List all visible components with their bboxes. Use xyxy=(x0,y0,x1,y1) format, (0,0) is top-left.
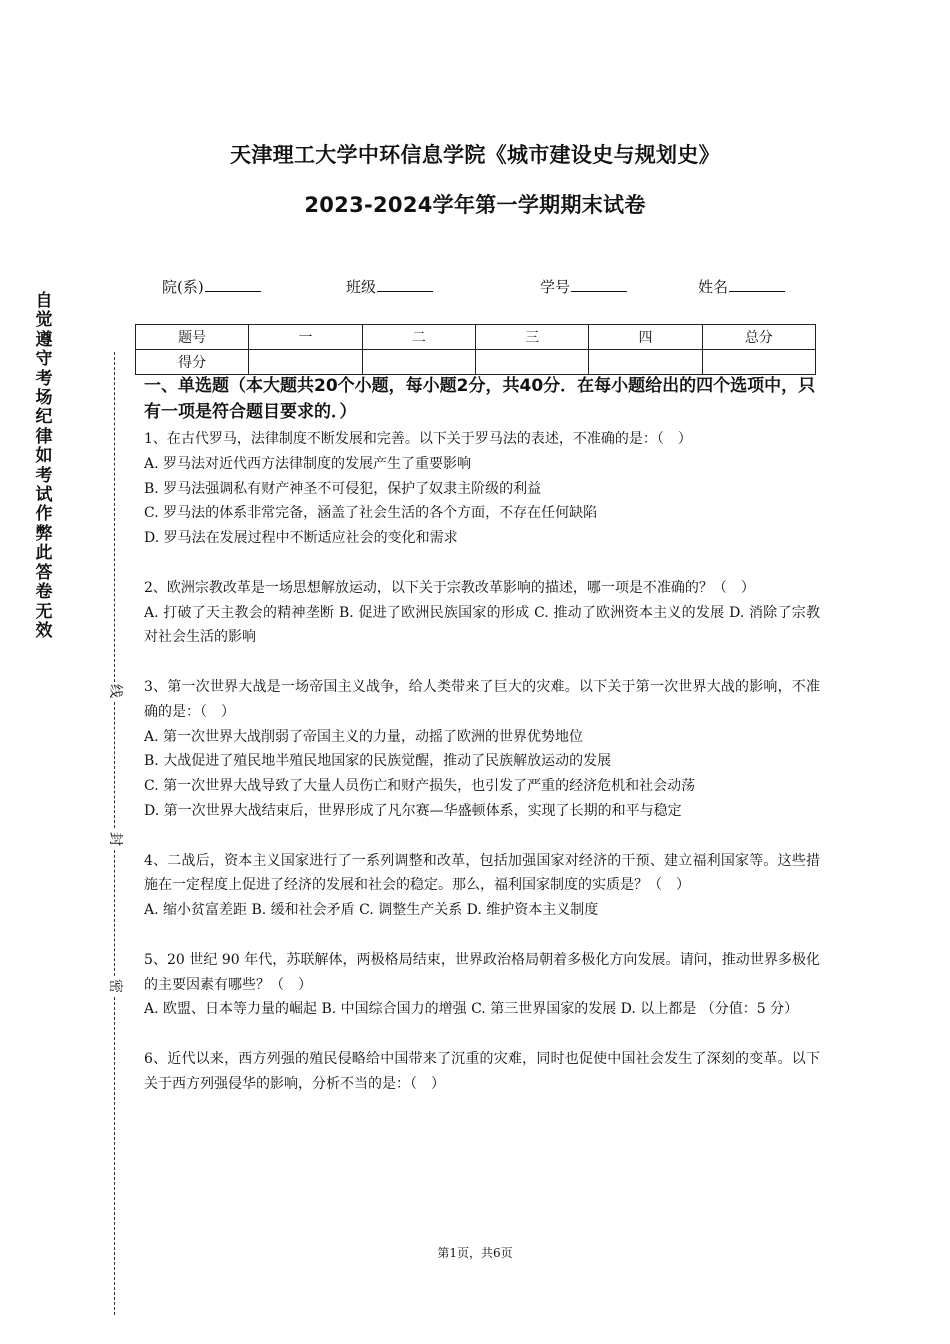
student-id-label: 学号 xyxy=(540,278,571,296)
name-blank xyxy=(729,277,785,292)
seal-mark-feng: 封 xyxy=(107,832,123,846)
binding-dashed-line xyxy=(114,850,115,976)
option: C. 罗马法的体系非常完备，涵盖了社会生活的各个方面，不存在任何缺陷 xyxy=(144,505,598,522)
binding-dashed-line xyxy=(114,702,115,828)
option: B. 大战促进了殖民地半殖民地国家的民族觉醒，推动了民族解放运动的发展 xyxy=(144,753,612,770)
option: C. 第一次世界大战导致了大量人员伤亡和财产损失，也引发了严重的经济危机和社会动荡 xyxy=(144,778,696,795)
seal-mark-mi: 密 xyxy=(107,979,123,993)
option: A. 缩小贫富差距 B. 缓和社会矛盾 C. 调整生产关系 D. 维护资本主义制度 xyxy=(144,902,599,919)
question xyxy=(144,1047,820,1097)
score-header-cell: 总分 xyxy=(702,325,815,350)
score-header-cell: 二 xyxy=(362,325,475,350)
score-cell xyxy=(589,350,702,375)
binding-dashed-line xyxy=(114,997,115,1315)
option: B. 罗马法强调私有财产神圣不可侵犯，保护了奴隶主阶级的利益 xyxy=(144,480,542,497)
score-table-score-row xyxy=(136,350,816,375)
score-header-cell: 三 xyxy=(475,325,588,350)
question-stem: 2、欧洲宗教改革是一场思想解放运动，以下关于宗教改革影响的描述，哪一项是不准确的？（ ） xyxy=(144,579,755,596)
question-stem: 4、二战后，资本主义国家进行了一系列调整和改革，包括加强国家对经济的干预、建立福利国家等。这些措施在一定程度上促进了经济的发展和社会的稳定。那么，福利国家制度的实质是？（ ） xyxy=(144,852,820,894)
exam-title: 天津理工大学中环信息学院《城市建设史与规划史》 xyxy=(230,143,720,167)
binding-notice: 自觉遵守考场纪律如考试作弊此答卷无效 xyxy=(35,291,53,641)
question-stem: 1、在古代罗马，法律制度不断发展和完善。以下关于罗马法的表述，不准确的是：（ ） xyxy=(144,431,692,447)
option: A. 打破了天主教会的精神垄断 B. 促进了欧洲民族国家的形成 C. 推动了欧洲资本主义的发展 D. 消除了宗教对社会生活的影响 xyxy=(144,604,820,646)
option: A. 第一次世界大战削弱了帝国主义的力量，动摇了欧洲的世界优势地位 xyxy=(144,728,584,745)
page-footer: 第1页，共6页 xyxy=(437,1246,513,1260)
question xyxy=(144,576,820,650)
question xyxy=(144,948,820,1022)
option: A. 欧盟、日本等力量的崛起 B. 中国综合国力的增强 C. 第三世界国家的发展 D. 以上都是 （分值：5 分） xyxy=(144,1001,799,1018)
exam-content xyxy=(144,373,820,1097)
score-cell xyxy=(362,350,475,375)
score-cell xyxy=(249,350,362,375)
question xyxy=(144,849,820,923)
score-header-cell: 题号 xyxy=(136,325,249,350)
score-cell xyxy=(702,350,815,375)
question-stem: 3、第一次世界大战是一场帝国主义战争，给人类带来了巨大的灾难。以下关于第一次世界大战的影响，不准确的是：（ ） xyxy=(144,678,820,720)
option: D. 第一次世界大战结束后，世界形成了凡尔赛—华盛顿体系，实现了长期的和平与稳定 xyxy=(144,802,682,819)
question-stem: 6、近代以来，西方列强的殖民侵略给中国带来了沉重的灾难，同时也促使中国社会发生了深刻的变革。以下关于西方列强侵华的影响，分析不当的是：（ ） xyxy=(144,1050,820,1092)
student-id-blank xyxy=(571,277,627,292)
score-row-label: 得分 xyxy=(136,350,249,375)
name-label: 姓名 xyxy=(698,278,729,296)
score-cell xyxy=(475,350,588,375)
class-field xyxy=(346,276,433,297)
score-header-cell: 四 xyxy=(589,325,702,350)
dept-blank xyxy=(205,277,261,292)
class-blank xyxy=(377,277,433,292)
exam-subtitle: 2023-2024学年第一学期期末试卷 xyxy=(304,193,646,217)
dept-label: 院(系) xyxy=(162,278,204,296)
seal-mark-xian: 线 xyxy=(107,684,123,698)
option: D. 罗马法在发展过程中不断适应社会的变化和需求 xyxy=(144,530,458,547)
score-header-cell: 一 xyxy=(249,325,362,350)
question xyxy=(144,675,820,824)
name-field xyxy=(698,276,785,297)
section-heading: 一、单选题（本大题共20个小题，每小题2分，共40分．在每小题给出的四个选项中，只有一项是符合题目要求的．） xyxy=(144,376,816,422)
class-label: 班级 xyxy=(346,278,377,296)
question xyxy=(144,427,820,551)
score-table xyxy=(135,324,816,375)
question-stem: 5、20 世纪 90 年代，苏联解体，两极格局结束，世界政治格局朝着多极化方向发展。请问，推动世界多极化的主要因素有哪些？（ ） xyxy=(144,951,820,993)
dept-field xyxy=(162,276,261,297)
option: A. 罗马法对近代西方法律制度的发展产生了重要影响 xyxy=(144,455,472,472)
score-table-header-row xyxy=(136,325,816,350)
binding-dashed-line xyxy=(114,352,115,682)
student-id-field xyxy=(540,276,627,297)
